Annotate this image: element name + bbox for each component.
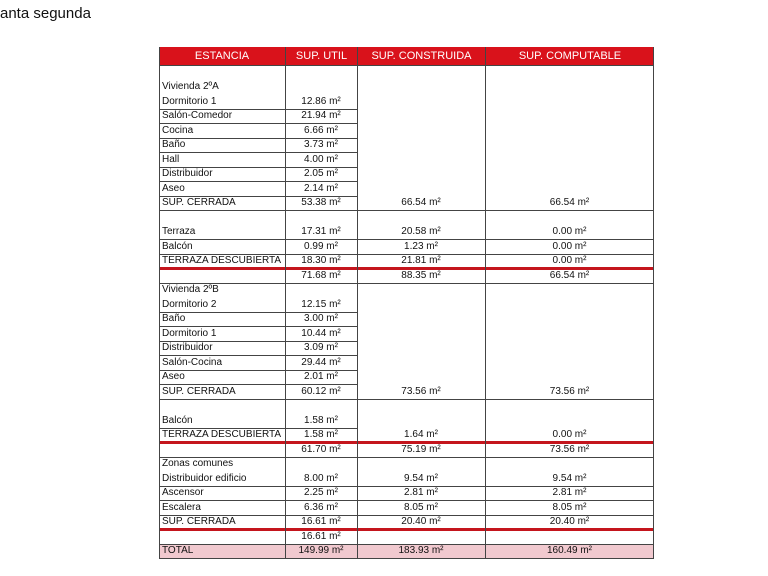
cell-sup-construida: 66.54 m² bbox=[401, 197, 441, 208]
row-rule bbox=[159, 399, 357, 400]
cell-sup-computable: 73.56 m² bbox=[549, 443, 590, 455]
cell-sup-computable: 66.54 m² bbox=[549, 197, 590, 208]
cell-sup-construida: 73.56 m² bbox=[401, 385, 441, 397]
cell-estancia: TERRAZA DESCUBIERTA bbox=[162, 255, 282, 266]
table-top-rule bbox=[159, 65, 654, 66]
cell-estancia: Balcón bbox=[162, 414, 193, 426]
column-rule bbox=[653, 47, 654, 558]
cell-sup-computable: 0.00 m² bbox=[552, 429, 587, 440]
cell-estancia: Cocina bbox=[162, 124, 194, 136]
cell-sup-util: 1.58 m² bbox=[304, 414, 338, 426]
cell-sup-construida: 20.40 m² bbox=[401, 516, 441, 527]
header-sup-computable: SUP. COMPUTABLE bbox=[486, 47, 654, 65]
cell-sup-construida: 1.64 m² bbox=[404, 429, 438, 440]
cell-estancia: Terraza bbox=[162, 226, 196, 237]
cell-sup-construida: 9.54 m² bbox=[404, 472, 438, 484]
header-sup-util: SUP. UTIL bbox=[286, 47, 357, 65]
cell-sup-util: 12.86 m² bbox=[301, 95, 341, 107]
cell-sup-computable: 20.40 m² bbox=[549, 516, 590, 527]
cell-sup-construida: 88.35 m² bbox=[401, 269, 441, 281]
row-rule-right bbox=[357, 457, 654, 458]
cell-sup-util: 6.66 m² bbox=[304, 124, 338, 136]
cell-sup-util: 8.00 m² bbox=[304, 472, 338, 484]
table-bottom-rule bbox=[159, 558, 654, 559]
cell-estancia: Distribuidor bbox=[162, 342, 213, 353]
cell-estancia: Distribuidor bbox=[162, 168, 213, 179]
row-rule bbox=[159, 210, 357, 211]
row-rule-right bbox=[357, 283, 654, 284]
column-rule bbox=[285, 47, 286, 558]
cell-estancia: TERRAZA DESCUBIERTA bbox=[162, 429, 282, 440]
cell-estancia: Salón-Cocina bbox=[162, 356, 223, 368]
cell-sup-util: 16.61 m² bbox=[301, 516, 341, 527]
surface-table bbox=[159, 47, 654, 559]
cell-sup-util: 2.14 m² bbox=[304, 182, 338, 194]
cell-estancia: Hall bbox=[162, 153, 180, 165]
cell-sup-util: 71.68 m² bbox=[301, 269, 341, 281]
column-rule bbox=[485, 47, 486, 558]
cell-sup-util: 29.44 m² bbox=[301, 356, 341, 368]
cell-estancia: Aseo bbox=[162, 371, 185, 382]
cell-estancia: SUP. CERRADA bbox=[162, 197, 236, 208]
header-estancia: ESTANCIA bbox=[159, 47, 285, 65]
cell-estancia: Dormitorio 1 bbox=[162, 95, 217, 107]
cell-sup-computable: 2.81 m² bbox=[552, 487, 587, 498]
cell-estancia: Dormitorio 1 bbox=[162, 327, 217, 339]
cell-sup-util: 2.25 m² bbox=[304, 487, 338, 498]
cell-estancia: Salón-Comedor bbox=[162, 110, 233, 121]
header-sup-construida: SUP. CONSTRUIDA bbox=[358, 47, 485, 65]
cell-estancia: Vivienda 2ºB bbox=[162, 284, 219, 295]
cell-sup-construida: 2.81 m² bbox=[404, 487, 438, 498]
cell-sup-computable: 73.56 m² bbox=[549, 385, 590, 397]
cell-sup-util: 17.31 m² bbox=[301, 226, 341, 237]
cell-estancia: Balcón bbox=[162, 240, 193, 252]
cell-sup-computable: 160.49 m² bbox=[546, 545, 593, 556]
cell-sup-util: 18.30 m² bbox=[301, 255, 341, 266]
cell-sup-construida: 20.58 m² bbox=[401, 226, 441, 237]
row-rule-right bbox=[357, 210, 654, 211]
cell-sup-util: 3.00 m² bbox=[304, 313, 338, 324]
cell-estancia: Ascensor bbox=[162, 487, 204, 498]
cell-sup-computable: 8.05 m² bbox=[552, 501, 587, 513]
cell-sup-computable: 0.00 m² bbox=[552, 255, 587, 266]
cell-sup-util: 16.61 m² bbox=[301, 530, 341, 542]
cell-estancia: TOTAL bbox=[162, 545, 194, 556]
section-divider bbox=[159, 528, 654, 531]
cell-sup-util: 3.09 m² bbox=[304, 342, 338, 353]
cell-sup-util: 60.12 m² bbox=[301, 385, 341, 397]
cell-sup-computable: 9.54 m² bbox=[552, 472, 587, 484]
cell-sup-construida: 75.19 m² bbox=[401, 443, 441, 455]
cell-estancia: Distribuidor edificio bbox=[162, 472, 247, 484]
cell-estancia: Escalera bbox=[162, 501, 201, 513]
cell-estancia: Zonas comunes bbox=[162, 458, 234, 469]
cell-estancia: SUP. CERRADA bbox=[162, 385, 236, 397]
cell-sup-util: 53.38 m² bbox=[301, 197, 341, 208]
cell-sup-util: 10.44 m² bbox=[301, 327, 341, 339]
cell-sup-util: 12.15 m² bbox=[301, 298, 341, 310]
cell-sup-util: 3.73 m² bbox=[304, 139, 338, 150]
cell-sup-computable: 66.54 m² bbox=[549, 269, 590, 281]
cell-estancia: SUP. CERRADA bbox=[162, 516, 236, 527]
cell-estancia: Aseo bbox=[162, 182, 185, 194]
cell-estancia: Baño bbox=[162, 313, 186, 324]
cell-estancia: Dormitorio 2 bbox=[162, 298, 217, 310]
cell-sup-util: 61.70 m² bbox=[301, 443, 341, 455]
cell-sup-util: 4.00 m² bbox=[304, 153, 338, 165]
cell-sup-computable: 0.00 m² bbox=[552, 226, 587, 237]
cell-sup-util: 149.99 m² bbox=[298, 545, 344, 556]
page-heading: anta segunda bbox=[0, 5, 91, 22]
cell-sup-construida: 1.23 m² bbox=[404, 240, 438, 252]
cell-sup-util: 6.36 m² bbox=[304, 501, 338, 513]
cell-sup-util: 2.05 m² bbox=[304, 168, 338, 179]
cell-sup-construida: 183.93 m² bbox=[398, 545, 444, 556]
cell-estancia: Baño bbox=[162, 139, 186, 150]
cell-sup-construida: 8.05 m² bbox=[404, 501, 438, 513]
cell-sup-util: 1.58 m² bbox=[304, 429, 338, 440]
cell-sup-computable: 0.00 m² bbox=[552, 240, 587, 252]
cell-estancia: Vivienda 2ºA bbox=[162, 81, 219, 92]
column-rule bbox=[159, 47, 160, 558]
column-rule bbox=[357, 47, 358, 558]
cell-sup-util: 2.01 m² bbox=[304, 371, 338, 382]
row-rule-right bbox=[357, 399, 654, 400]
cell-sup-util: 0.99 m² bbox=[304, 240, 338, 252]
cell-sup-util: 21.94 m² bbox=[301, 110, 341, 121]
cell-sup-construida: 21.81 m² bbox=[401, 255, 441, 266]
